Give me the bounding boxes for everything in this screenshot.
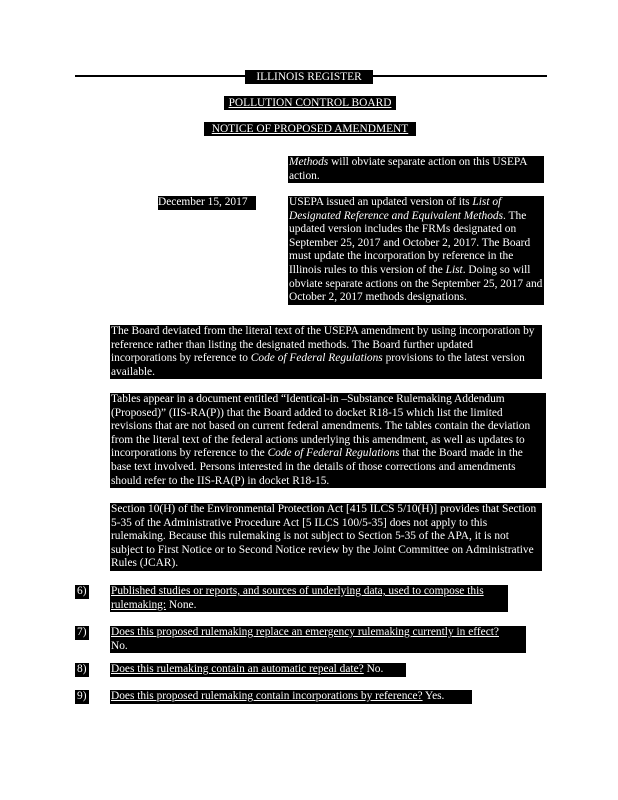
item-8-answer: No. — [363, 663, 384, 675]
header-rule-right — [373, 75, 547, 77]
item-8-question: Does this rulemaking contain an automatic repeal date? — [111, 663, 364, 675]
paragraph-tables — [110, 393, 546, 488]
item-7-answer: No. — [111, 639, 128, 652]
item-8-text — [110, 663, 406, 677]
item-7-number: 7) — [77, 626, 87, 638]
cfr-term-1: Code of Federal Regulations — [250, 352, 383, 365]
register-title: ILLINOIS REGISTER — [245, 70, 373, 84]
item-9-answer: Yes. — [422, 690, 445, 702]
item-6-answer: None. — [166, 598, 197, 611]
paragraph-deviation — [110, 325, 542, 379]
notice-title: NOTICE OF PROPOSED AMENDMENT — [204, 122, 416, 136]
p1-a: The Board deviated from the literal text of the USEPA amendment by using incorporation by reference rather than listing the designated methods. The Board further updated incorporations by reference to — [111, 325, 535, 365]
item-7-question: Does this proposed rulemaking replace an emergency rulemaking currently in effect? — [111, 626, 499, 638]
list-title: List of Designated Reference and Equivalent Methods — [289, 196, 504, 222]
paragraph-section-10h: Section 10(H) of the Environmental Protection Act [415 ILCS 5/10(H)] provides that Section 5-35 of the Administrative Procedure Act [5 ILCS 100/5-35] does not apply to this rulemaking. Because this rulemaking is not subject to Section 5-35 of the APA, it is not subject to First Notice or to Second Notice review by the Joint Committee on Administrative Rules (JCAR). — [110, 503, 542, 571]
cfr-term-2: Code of Federal Regulations — [267, 447, 400, 460]
p1-b: provisions to the latest version available. — [111, 352, 525, 378]
table-row-2-date: December 15, 2017 — [158, 196, 256, 210]
item-6-question: Published studies or reports, and sources of underlying data, used to compose this rulemaking: — [111, 585, 484, 611]
row1-rest: will obviate separate action on this USEPA action. — [289, 156, 527, 182]
item-6-text — [110, 585, 508, 612]
item-8-number: 8) — [77, 663, 87, 675]
item-9-text — [110, 690, 472, 704]
methods-term: Methods — [289, 156, 329, 168]
table-row-1-text — [288, 156, 544, 183]
item-9-question: Does this proposed rulemaking contain incorporations by reference? — [111, 690, 423, 702]
p2-a: Tables appear in a document entitled “Identical-in –Substance Rulemaking Addendum (Proposed)” (IIS-RA(P)) that the Board added to docket R18-15 which list the limited revisions that are not based on current federal amendments. The tables contain the deviation from the literal text of the federal actions underlying this amendment, as well as updates to incorporations by reference to the — [111, 393, 531, 460]
list-term: List — [445, 263, 463, 276]
header-rule-left — [75, 75, 245, 77]
row2-t2: . The updated version includes the FRMs designated on September 25, 2017 and October 2, 2017. The Board must update the incorporation by reference in the Illinois rules to this version of the — [289, 209, 531, 276]
row2-t3: . Doing so will obviate separate actions on the September 25, 2017 and October 2, 2017 methods designations. — [289, 263, 543, 304]
row2-t1: USEPA issued an updated version of its — [289, 196, 473, 208]
item-6-number: 6) — [77, 585, 87, 597]
item-7-text — [110, 626, 526, 653]
board-title: POLLUTION CONTROL BOARD — [224, 96, 396, 110]
table-row-2-text — [288, 196, 544, 305]
p2-b: that the Board made in the base text involved. Persons interested in the details of those corrections and amendments should refer to the IIS-RA(P) in docket R18-15. — [111, 447, 523, 487]
item-9-number: 9) — [77, 690, 87, 702]
